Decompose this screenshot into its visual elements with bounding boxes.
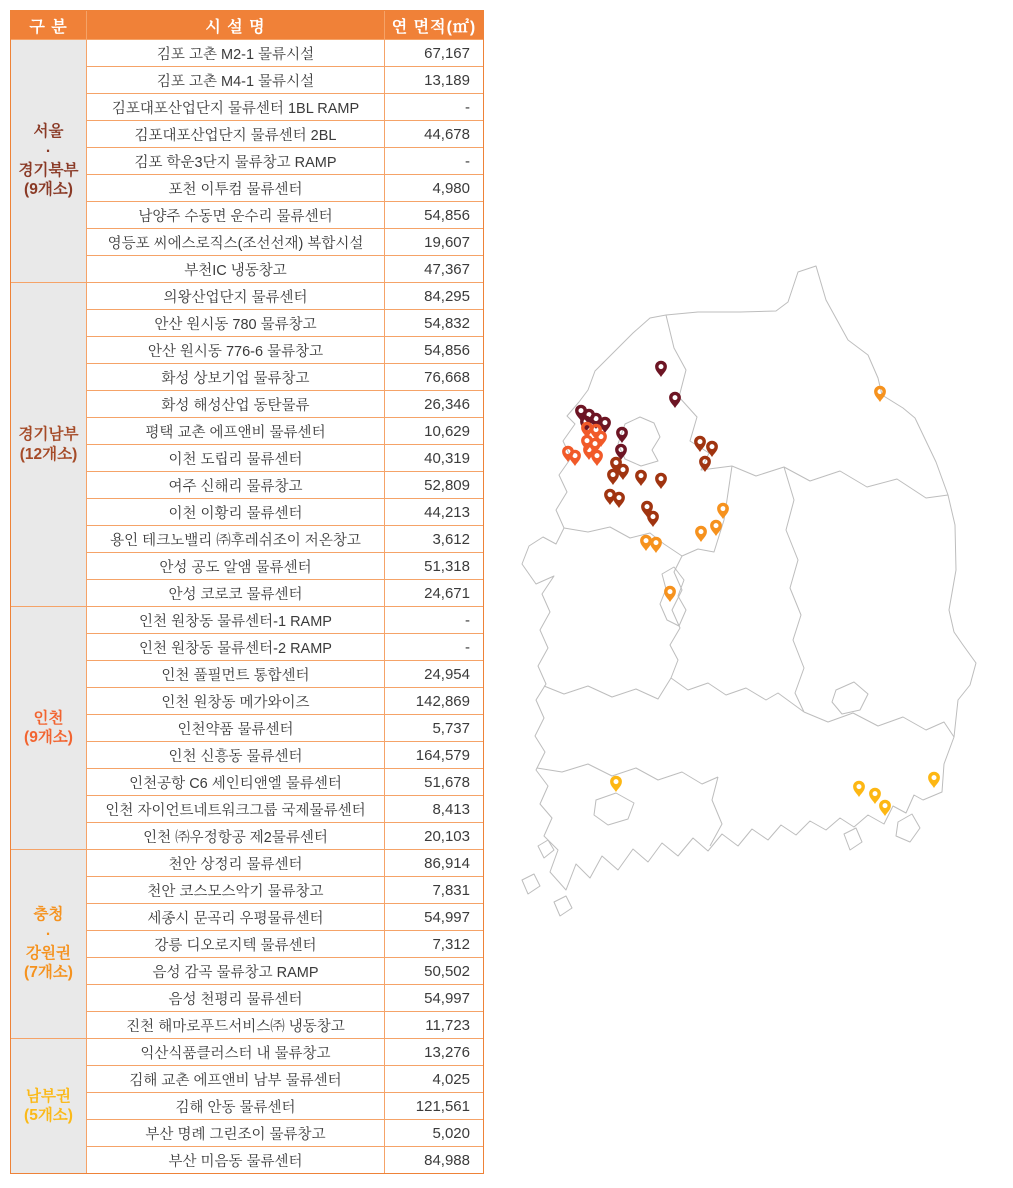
facility-name-cell: 남양주 수동면 운수리 물류센터 xyxy=(87,202,384,228)
facility-area-cell: - xyxy=(385,634,483,660)
facility-area-cell: 54,997 xyxy=(385,985,483,1011)
facility-name-cell: 의왕산업단지 물류센터 xyxy=(87,283,384,309)
facility-name-cell: 여주 신해리 물류창고 xyxy=(87,472,384,498)
facility-area-cell: 24,954 xyxy=(385,661,483,687)
facility-name-cell: 천안 상정리 물류센터 xyxy=(87,850,384,876)
facility-name-cell: 인천약품 물류센터 xyxy=(87,715,384,741)
facility-area-cell: 164,579 xyxy=(385,742,483,768)
facility-area-cell: 44,678 xyxy=(385,121,483,147)
facility-area-cell: 121,561 xyxy=(385,1093,483,1119)
facility-name-cell: 진천 해마로푸드서비스㈜ 냉동창고 xyxy=(87,1012,384,1038)
island-geoje xyxy=(896,814,920,842)
facility-area-cell: 67,167 xyxy=(385,40,483,66)
facility-name-cell: 이천 이황리 물류센터 xyxy=(87,499,384,525)
facility-name-cell: 김포대포산업단지 물류센터 1BL RAMP xyxy=(87,94,384,120)
facility-name-cell: 김포 고촌 M4-1 물류시설 xyxy=(87,67,384,93)
facility-area-cell: 52,809 xyxy=(385,472,483,498)
facility-area-cell: - xyxy=(385,94,483,120)
facility-area-cell: 20,103 xyxy=(385,823,483,849)
facility-name-cell: 김해 교촌 에프앤비 남부 물류센터 xyxy=(87,1066,384,1092)
facility-area-cell: 4,980 xyxy=(385,175,483,201)
facility-name-cell: 음성 감곡 물류창고 RAMP xyxy=(87,958,384,984)
group-label-4: 남부권 (5개소) xyxy=(11,1039,86,1173)
facility-name-cell: 안산 원시동 776-6 물류창고 xyxy=(87,337,384,363)
facility-name-cell: 천안 코스모스악기 물류창고 xyxy=(87,877,384,903)
facility-area-cell: 86,914 xyxy=(385,850,483,876)
facility-name-cell: 음성 천평리 물류센터 xyxy=(87,985,384,1011)
facility-area-cell: 54,856 xyxy=(385,202,483,228)
facility-area-cell: - xyxy=(385,607,483,633)
facility-area-cell: 24,671 xyxy=(385,580,483,606)
group-label-2: 인천 (9개소) xyxy=(11,607,86,849)
facility-area-cell: 47,367 xyxy=(385,256,483,282)
facility-area-cell: 54,856 xyxy=(385,337,483,363)
facility-name-cell: 화성 상보기업 물류창고 xyxy=(87,364,384,390)
facility-area-cell: 19,607 xyxy=(385,229,483,255)
island-namhae xyxy=(844,828,862,850)
facility-area-cell: 84,988 xyxy=(385,1147,483,1173)
facility-area-cell: 51,318 xyxy=(385,553,483,579)
facility-name-cell: 부천IC 냉동창고 xyxy=(87,256,384,282)
facility-name-cell: 인천공항 C6 세인티앤엘 물류센터 xyxy=(87,769,384,795)
facility-name-cell: 부산 미음동 물류센터 xyxy=(87,1147,384,1173)
facility-area-cell: 54,832 xyxy=(385,310,483,336)
facility-name-cell: 인천 원창동 메가와이즈 xyxy=(87,688,384,714)
facility-area-cell: 3,612 xyxy=(385,526,483,552)
facility-name-cell: 포천 이투컴 물류센터 xyxy=(87,175,384,201)
facility-area-cell: 7,312 xyxy=(385,931,483,957)
facility-name-cell: 인천 신흥동 물류센터 xyxy=(87,742,384,768)
island-southwest-1 xyxy=(522,874,540,894)
facility-name-cell: 평택 교촌 에프앤비 물류센터 xyxy=(87,418,384,444)
facility-name-cell: 인천 자이언트네트워크그룹 국제물류센터 xyxy=(87,796,384,822)
korea-map xyxy=(488,250,1013,950)
facility-name-cell: 용인 테크노밸리 ㈜후레쉬조이 저온창고 xyxy=(87,526,384,552)
facility-area-cell: 8,413 xyxy=(385,796,483,822)
facility-area-cell: 5,020 xyxy=(385,1120,483,1146)
facility-name-cell: 김포 고촌 M2-1 물류시설 xyxy=(87,40,384,66)
facility-name-cell: 익산식품클러스터 내 물류창고 xyxy=(87,1039,384,1065)
facility-name-cell: 김포 학운3단지 물류창고 RAMP xyxy=(87,148,384,174)
facility-name-cell: 인천 원창동 물류센터-2 RAMP xyxy=(87,634,384,660)
facility-area-cell: 10,629 xyxy=(385,418,483,444)
facility-area-cell: 13,189 xyxy=(385,67,483,93)
facility-area-cell: 50,502 xyxy=(385,958,483,984)
facility-name-cell: 인천 원창동 물류센터-1 RAMP xyxy=(87,607,384,633)
island-southwest-2 xyxy=(554,896,572,916)
facility-name-cell: 김포대포산업단지 물류센터 2BL xyxy=(87,121,384,147)
header-area: 연 면적(㎡) xyxy=(385,11,483,39)
facility-area-cell: 5,737 xyxy=(385,715,483,741)
facility-name-cell: 강릉 디오로지텍 물류센터 xyxy=(87,931,384,957)
facility-area-cell: 26,346 xyxy=(385,391,483,417)
korea-outline xyxy=(522,266,976,890)
facility-area-cell: 7,831 xyxy=(385,877,483,903)
facility-area-cell: 40,319 xyxy=(385,445,483,471)
facility-name-cell: 세종시 문곡리 우평물류센터 xyxy=(87,904,384,930)
header-category: 구 분 xyxy=(11,11,86,39)
group-label-1: 경기남부 (12개소) xyxy=(11,283,86,606)
header-facility: 시 설 명 xyxy=(87,11,384,39)
facility-area-cell: 84,295 xyxy=(385,283,483,309)
facility-name-cell: 부산 명례 그린조이 물류창고 xyxy=(87,1120,384,1146)
group-label-0: 서울 · 경기북부 (9개소) xyxy=(11,40,86,282)
facility-name-cell: 인천 풀필먼트 통합센터 xyxy=(87,661,384,687)
facility-area-cell: 76,668 xyxy=(385,364,483,390)
facility-name-cell: 이천 도립리 물류센터 xyxy=(87,445,384,471)
facility-area-cell: 54,997 xyxy=(385,904,483,930)
facility-name-cell: 안산 원시동 780 물류창고 xyxy=(87,310,384,336)
facility-area-cell: 44,213 xyxy=(385,499,483,525)
facility-name-cell: 김해 안동 물류센터 xyxy=(87,1093,384,1119)
facility-area-cell: 4,025 xyxy=(385,1066,483,1092)
facility-name-cell: 화성 해성산업 동탄물류 xyxy=(87,391,384,417)
facility-name-cell: 영등포 씨에스로직스(조선선재) 복합시설 xyxy=(87,229,384,255)
facility-table xyxy=(10,10,484,1174)
facility-name-cell: 인천 ㈜우정항공 제2물류센터 xyxy=(87,823,384,849)
facility-name-cell: 안성 코로코 물류센터 xyxy=(87,580,384,606)
facility-area-cell: 13,276 xyxy=(385,1039,483,1065)
group-label-3: 충청 · 강원권 (7개소) xyxy=(11,850,86,1038)
facility-area-cell: - xyxy=(385,148,483,174)
facility-area-cell: 51,678 xyxy=(385,769,483,795)
facility-name-cell: 안성 공도 알앰 물류센터 xyxy=(87,553,384,579)
facility-area-cell: 142,869 xyxy=(385,688,483,714)
facility-area-cell: 11,723 xyxy=(385,1012,483,1038)
